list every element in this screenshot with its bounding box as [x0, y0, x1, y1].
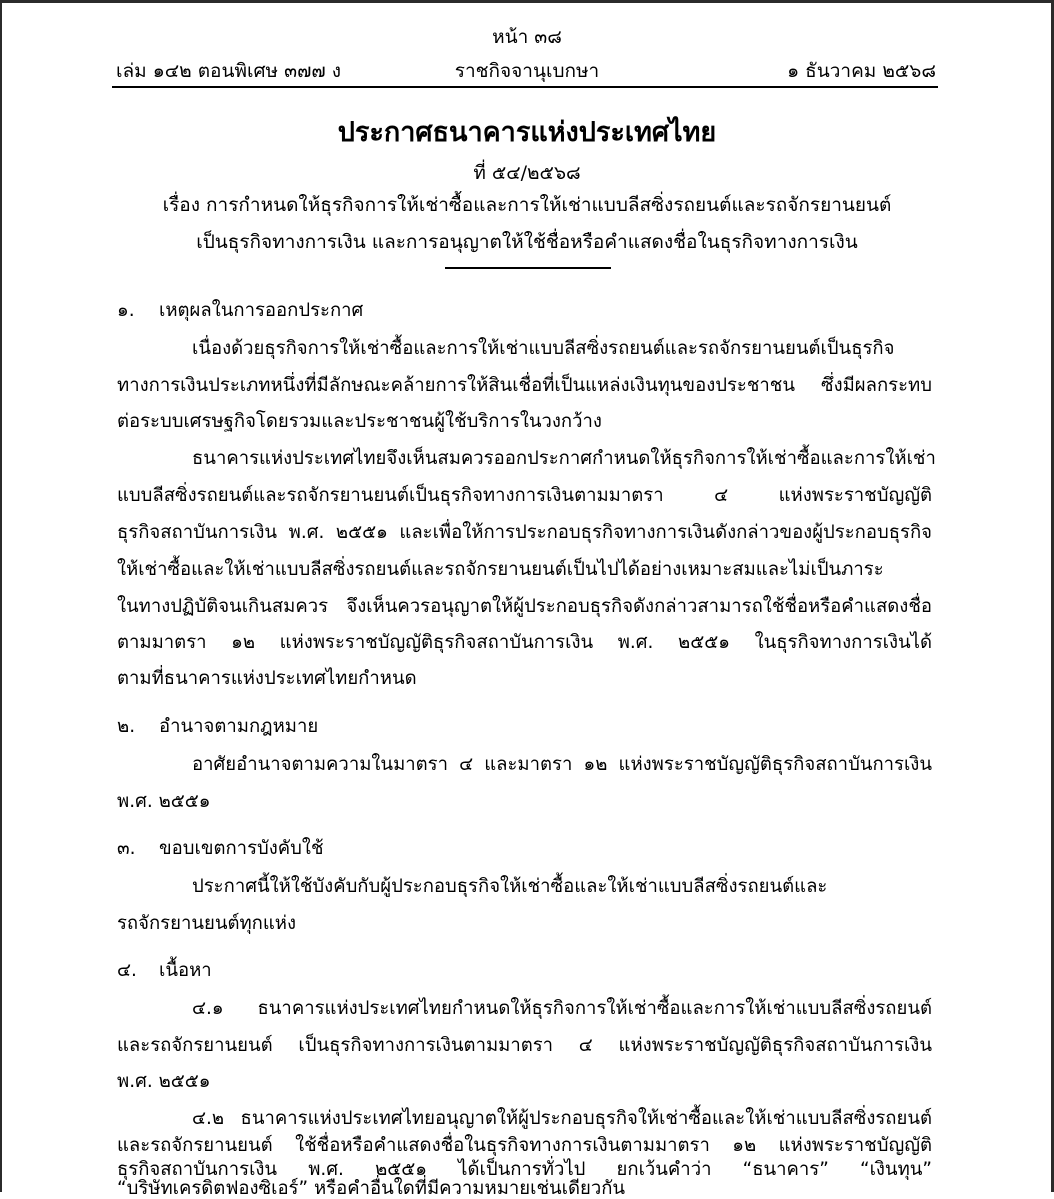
text-line: พ.ศ. ๒๕๕๑	[117, 791, 211, 812]
section-number: ๓.	[117, 838, 136, 859]
text-line: และรถจักรยานยนต์ เป็นธุรกิจทางการเงินตามมาตรา ๔ แห่งพระราชบัญญัติธุรกิจสถาบันการเงิน	[117, 1035, 932, 1056]
text-line: ธนาคารแห่งประเทศไทยจึงเห็นสมควรออกประกาศกำหนดให้ธุรกิจการให้เช่าซื้อและการให้เช่า	[192, 448, 936, 469]
section-number: ๔.	[117, 960, 137, 981]
announcement-title: ประกาศธนาคารแห่งประเทศไทย	[337, 117, 717, 148]
header-divider	[112, 86, 938, 88]
text-line: รถจักรยานยนต์ทุกแห่ง	[117, 913, 297, 934]
text-line: ทางการเงินประเภทหนึ่งที่มีลักษณะคล้ายการให้สินเชื่อที่เป็นแหล่งเงินทุนของประชาชน ซึ่งมีผลกระทบ	[117, 375, 932, 396]
text-line: ตามที่ธนาคารแห่งประเทศไทยกำหนด	[117, 668, 417, 689]
section-1-heading	[117, 302, 363, 321]
text-line: อาศัยอำนาจตามความในมาตรา ๔ และมาตรา ๑๒ แห่งพระราชบัญญัติธุรกิจสถาบันการเงิน	[192, 754, 932, 775]
title-underline	[445, 267, 611, 269]
section-2-heading	[117, 718, 318, 737]
text-line: พ.ศ. ๒๕๕๑	[117, 1071, 211, 1092]
text-line: และรถจักรยานยนต์ ใช้ชื่อหรือคำแสดงชื่อในธุรกิจทางการเงินตามมาตรา ๑๒ แห่งพระราชบัญญัติ	[117, 1135, 932, 1156]
section-number: ๑.	[117, 300, 135, 321]
section-title: เหตุผลในการออกประกาศ	[159, 300, 364, 321]
text-line: ๔.๒ ธนาคารแห่งประเทศไทยอนุญาตให้ผู้ประกอบธุรกิจให้เช่าซื้อและให้เช่าแบบลีสซิ่งรถยนต์	[192, 1108, 932, 1129]
text-line: ในทางปฏิบัติจนเกินสมควร จึงเห็นควรอนุญาตให้ผู้ประกอบธุรกิจดังกล่าวสามารถใช้ชื่อหรือคำแสดงชื่อ	[117, 596, 932, 617]
publication-date: ๑ ธันวาคม ๒๕๖๘	[787, 60, 936, 82]
section-number: ๒.	[117, 716, 136, 737]
text-line: ๔.๑ ธนาคารแห่งประเทศไทยกำหนดให้ธุรกิจการให้เช่าซื้อและการให้เช่าแบบลีสซิ่งรถยนต์	[192, 998, 932, 1019]
subject-line-1: เรื่อง การกำหนดให้ธุรกิจการให้เช่าซื้อและการให้เช่าแบบลีสซิ่งรถยนต์และรถจักรยานยนต์	[162, 194, 892, 216]
page-border-top	[0, 0, 1054, 3]
text-line: ให้เช่าซื้อและให้เช่าแบบลีสซิ่งรถยนต์และรถจักรยานยนต์เป็นไปได้อย่างเหมาะสมและไม่เป็นภาระ	[117, 559, 884, 580]
section-title: ขอบเขตการบังคับใช้	[159, 838, 324, 859]
section-title: เนื้อหา	[159, 960, 212, 981]
page-number: หน้า ๓๘	[492, 26, 562, 48]
text-line: เนื่องด้วยธุรกิจการให้เช่าซื้อและการให้เช่าแบบลีสซิ่งรถยนต์และรถจักรยานยนต์เป็นธุรกิจ	[192, 338, 895, 359]
subject-line-2: เป็นธุรกิจทางการเงิน และการอนุญาตให้ใช้ชื่อหรือคำแสดงชื่อในธุรกิจทางการเงิน	[196, 231, 858, 253]
text-line: ประกาศนี้ให้ใช้บังคับกับผู้ประกอบธุรกิจให้เช่าซื้อและให้เช่าแบบลีสซิ่งรถยนต์และ	[192, 876, 828, 897]
text-line: “บริษัทเครดิตฟองซิเอร์” หรือคำอื่นใดที่มีความหมายเช่นเดียวกัน	[117, 1178, 626, 1199]
gazette-name: ราชกิจจานุเบกษา	[454, 60, 600, 82]
section-4-heading	[117, 962, 212, 981]
text-line: ต่อระบบเศรษฐกิจโดยรวมและประชาชนผู้ใช้บริการในวงกว้าง	[117, 411, 602, 432]
section-title: อำนาจตามกฎหมาย	[159, 716, 319, 737]
text-line: ธุรกิจสถาบันการเงิน พ.ศ. ๒๕๕๑ ได้เป็นการทั่วไป ยกเว้นคำว่า “ธนาคาร” “เงินทุน”	[117, 1159, 932, 1180]
text-line: แบบลีสซิ่งรถยนต์และรถจักรยานยนต์เป็นธุรกิจทางการเงินตามมาตรา ๔ แห่งพระราชบัญญัติ	[117, 485, 932, 506]
text-line: ธุรกิจสถาบันการเงิน พ.ศ. ๒๕๕๑ และเพื่อให้การประกอบธุรกิจทางการเงินดังกล่าวของผู้ประกอบธุรกิจ	[117, 522, 932, 543]
volume-issue: เล่ม ๑๔๒ ตอนพิเศษ ๓๗๗ ง	[116, 60, 341, 82]
text-line: ตามมาตรา ๑๒ แห่งพระราชบัญญัติธุรกิจสถาบันการเงิน พ.ศ. ๒๕๕๑ ในธุรกิจทางการเงินได้	[117, 632, 932, 653]
announcement-number: ที่ ๕๔/๒๕๖๘	[473, 162, 581, 184]
section-3-heading	[117, 840, 324, 859]
